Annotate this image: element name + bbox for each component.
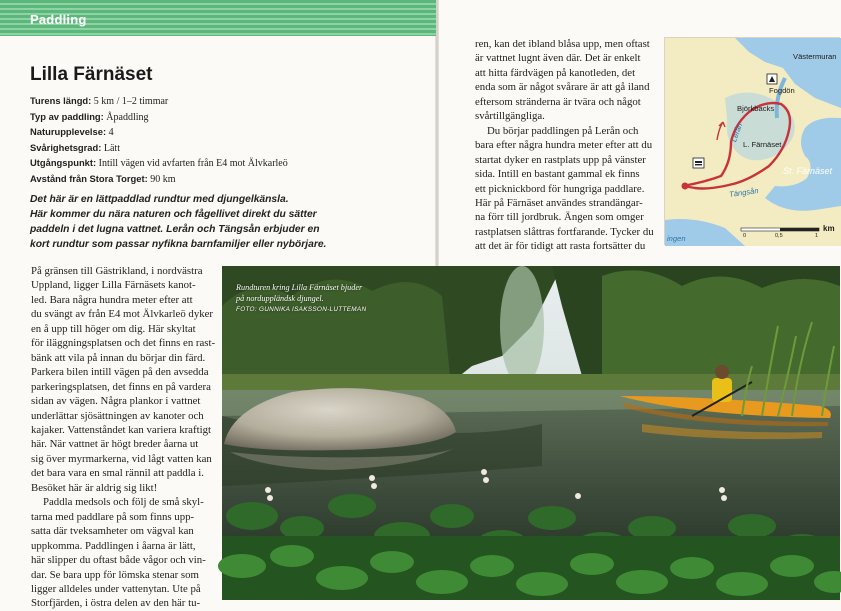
fact-row: Naturupplevelse: 4 xyxy=(30,126,114,139)
map-scale-zero: 0 xyxy=(743,233,747,239)
text-line: led. Bara några hundra meter efter att xyxy=(31,293,193,306)
text-line: att det är för tidigt att rasta fortsätter du xyxy=(475,240,646,253)
start-point-icon xyxy=(682,183,689,190)
text-line: Här på Färnäset användes strandängar- xyxy=(475,196,643,209)
photo-caption: Rundturen kring Lilla Färnäset bjuder på norduppländsk djungel. FOTO: GUNNIKA ISAKSSON-LUTTEMAN xyxy=(236,282,426,315)
article-title: Lilla Färnäset xyxy=(30,64,153,85)
map-scale-one: 1 xyxy=(815,233,819,239)
map-label-lilla-farnaset: L. Färnäset xyxy=(743,140,782,149)
text-line: På gränsen till Gästrikland, i nordvästra xyxy=(31,265,203,277)
map-scale-unit: km xyxy=(823,224,835,233)
text-line: är vattnet lugnt även där. Det är enkelt xyxy=(475,52,641,65)
section-label: Paddling xyxy=(30,12,87,27)
text-line: du svängt av från E4 mot Älvkarleö dyker xyxy=(31,308,213,321)
text-line: dar. Se bara upp för lömska stenar som xyxy=(31,568,199,581)
photo-credit: FOTO: GUNNIKA ISAKSSON-LUTTEMAN xyxy=(236,306,367,313)
text-line: ligger alldeles under vattenytan. Ute på xyxy=(31,582,201,595)
text-line: här slipper du oftast både vågor och vin- xyxy=(31,554,206,567)
text-line: rastplatsen slåttras fortfarande. Tycker du xyxy=(475,225,654,238)
text-line: det bara vara en smal rännil att paddla i. xyxy=(31,467,204,480)
text-line: för iläggningsplatsen och det finns en rast- xyxy=(31,337,216,350)
text-line: ren, kan det ibland blåsa upp, men oftast xyxy=(475,38,650,50)
map-label-fogdon: Fogdön xyxy=(769,86,795,95)
text-line: na förr till jordbruk. Ängen som omger xyxy=(475,211,644,224)
map-label-stora-farnaset: St. Färnäset xyxy=(783,166,833,176)
text-line: enda som är något svårare är att gå iland xyxy=(475,81,650,94)
text-line: bänk att vila på innan du börjar din färd. xyxy=(31,351,206,364)
map-label-bjorkbacks: Björkbacks xyxy=(737,104,775,113)
map-label-vastermuran: Västermuran xyxy=(793,52,837,61)
text-line: startat dyker en rastplats upp på vänster xyxy=(475,153,646,166)
text-line: här. När vattnet är högt breder åarna ut xyxy=(31,438,199,451)
text-line: en å upp till höger om dig. Här skyltat xyxy=(31,322,196,335)
text-line: kajaker. Vattenståndet kan variera kraftigt xyxy=(31,423,211,436)
fact-row: Typ av paddling: Åpaddling xyxy=(30,110,149,123)
picnic-icon xyxy=(693,158,704,168)
map-scale-half: 0,5 xyxy=(775,233,783,239)
text-line: Parkera bilen intill vägen på den avsedda xyxy=(31,366,209,379)
text-line: sidan av vägen. Några plankor i vattnet xyxy=(31,395,201,408)
text-line: ett picknickbord för hungriga paddlare. xyxy=(475,182,645,195)
tour-facts xyxy=(30,94,420,188)
map-label-tangsan: Tängsån xyxy=(728,185,760,200)
text-line: uppkomma. Paddlingen i åarna är lätt, xyxy=(31,539,196,552)
map-scale-bar xyxy=(741,228,819,231)
map-label-edge: ingen xyxy=(667,234,686,243)
text-line: sig över myrmarkerna, vid lågt vatten kan xyxy=(31,452,212,465)
text-line: Besöket här är aldrig sig likt! xyxy=(31,481,158,494)
text-line: Uppland, ligger Lilla Färnäsets kanot- xyxy=(31,279,196,292)
fact-row: Svårighetsgrad: Lätt xyxy=(30,141,120,154)
text-line: att hitta färdvägen på kanotleden, det xyxy=(475,66,636,79)
intro-paragraph: Det här är en lättpaddlad rundtur med djungelkänsla. Här kommer du nära naturen och fågellivet direkt du sätter paddeln i det lugna vattnet. Lerån och Tängsån erbjuder en kort rundtur som passar nyfikna barnfamiljer eller nybörjare. xyxy=(30,194,327,250)
text-line: bara efter några hundra meter efter att du xyxy=(475,139,653,152)
campsite-icon xyxy=(767,74,777,84)
text-line: Storfjärden, i östra delen av den här tu- xyxy=(31,597,201,610)
text-line: sida. Intill en bastant gammal ek finns xyxy=(475,168,640,181)
text-line: eftersom stränderna är tvära och något xyxy=(475,95,641,108)
text-line: parkeringsplatsen, det finns en på vardera xyxy=(31,380,211,393)
text-line: svårtillgängliga. xyxy=(475,110,545,123)
fact-row: Utgångspunkt: Intill vägen vid avfarten från E4 mot Älvkarleö xyxy=(30,157,288,170)
text-line: Paddla medsols och följ de små skyl- xyxy=(43,496,204,509)
body-text-right-column xyxy=(475,37,655,254)
text-line: Du börjar paddlingen på Lerån och xyxy=(487,124,639,137)
map-label-leran: Lerån xyxy=(729,121,745,144)
route-map xyxy=(664,37,840,245)
text-line: satta där tveksamheter om vägval kan xyxy=(31,525,194,538)
fact-row: Turens längd: 5 km / 1–2 timmar xyxy=(30,95,169,107)
text-line: tarna med paddlare på som finns upp- xyxy=(31,510,195,523)
fact-row: Avstånd från Stora Torget: 90 km xyxy=(30,172,176,185)
kayak-river-photo xyxy=(222,266,840,600)
body-text-left-column xyxy=(31,264,215,611)
text-line: underlättar sjösättningen av kanoter och xyxy=(31,409,204,422)
